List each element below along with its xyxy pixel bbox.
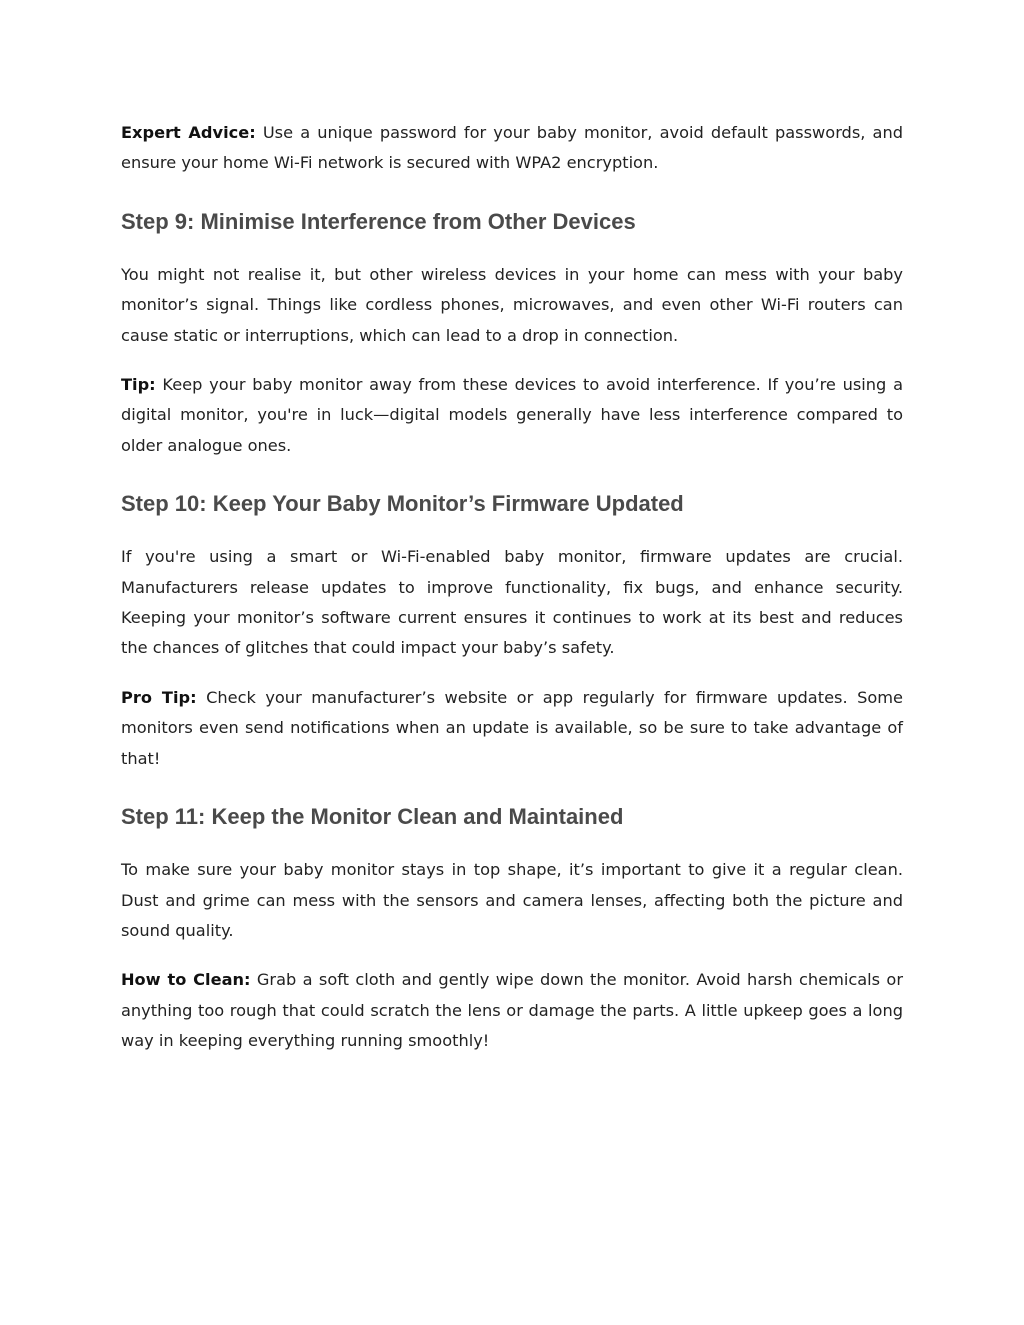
step-11-how-to-clean-label: How to Clean:	[121, 970, 251, 990]
step-9-tip-paragraph	[121, 370, 903, 461]
step-9-tip-label: Tip:	[121, 375, 156, 395]
step-10-pro-tip-paragraph	[121, 683, 903, 774]
step-11-how-to-clean-text: Grab a soft cloth and gently wipe down the monitor. Avoid harsh chemicals or anything too rough that could scratch the lens or damage the parts. A little upkeep goes a long way in keeping everything running smoothly!	[121, 970, 903, 1051]
expert-advice-paragraph	[121, 118, 903, 179]
step-10-pro-tip-label: Pro Tip:	[121, 687, 197, 707]
step-11-how-to-clean-paragraph	[121, 965, 903, 1056]
step-9-tip-text: Keep your baby monitor away from these devices to avoid interference. If you’re using a digital monitor, you're in luck—digital models generally have less interference compared to older analogue ones.	[121, 375, 903, 455]
step-9-heading: Step 9: Minimise Interference from Other Devices	[121, 208, 636, 234]
step-10-body: If you're using a smart or Wi-Fi-enabled baby monitor, firmware updates are crucial. Manufacturers release updates to improve functionality, fix bugs, and enhance security. Keeping your monitor’s software current ensures it continues to work at its best and reduces the chances of glitches that could impact your baby’s safety.	[121, 547, 903, 658]
step-9-body: You might not realise it, but other wireless devices in your home can mess with your baby monitor’s signal. Things like cordless phones, microwaves, and even other Wi-Fi routers can cause static or interruptions, which can lead to a drop in connection.	[121, 264, 903, 345]
document-page	[121, 118, 903, 1057]
step-11-body: To make sure your baby monitor stays in top shape, it’s important to give it a regular clean. Dust and grime can mess with the sensors and camera lenses, affecting both the picture and sound quality.	[121, 860, 903, 940]
expert-advice-text: Use a unique password for your baby monitor, avoid default passwords, and ensure your home Wi-Fi network is secured with WPA2 encryption.	[121, 123, 904, 173]
expert-advice-label: Expert Advice:	[121, 123, 256, 142]
step-10-pro-tip-text: Check your manufacturer’s website or app regularly for firmware updates. Some monitors even send notifications when an update is available, so be sure to take advantage of that!	[121, 687, 903, 768]
step-10-heading: Step 10: Keep Your Baby Monitor’s Firmware Updated	[121, 491, 684, 517]
step-11-heading: Step 11: Keep the Monitor Clean and Maintained	[121, 804, 624, 830]
